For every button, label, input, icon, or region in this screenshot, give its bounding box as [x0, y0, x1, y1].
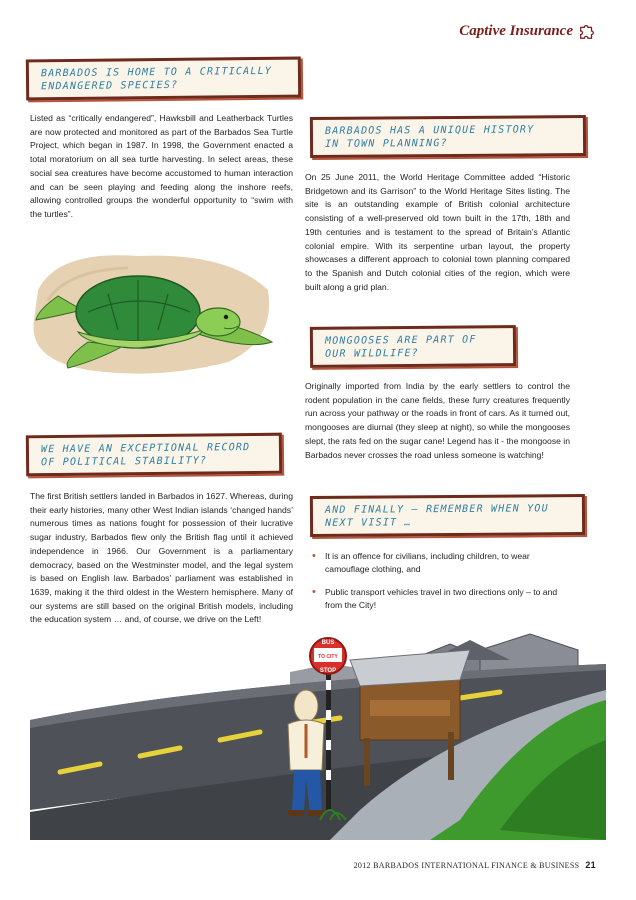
heading-turtles-line1: BARBADOS IS HOME TO A CRITICALLY — [40, 65, 273, 80]
heading-politics-line1: WE HAVE AN EXCEPTIONAL RECORD — [40, 441, 251, 456]
heading-planning — [310, 115, 586, 158]
heading-mongooses-line1: MONGOOSES ARE PART OF — [324, 334, 477, 347]
page-footer — [354, 860, 596, 870]
puzzle-piece-icon — [578, 22, 596, 40]
finally-bullet-list — [310, 550, 572, 622]
heading-turtles-line2: ENDANGERED SPECIES? — [41, 79, 179, 93]
heading-mongooses — [310, 325, 516, 368]
bus-stop-illustration — [30, 620, 606, 840]
heading-planning-line2: IN TOWN PLANNING? — [325, 138, 448, 150]
turtles-paragraph: Listed as “critically endangered”, Hawksbill and Leatherback Turtles are now protected and monitored as part of the Barbados Sea Turtle Project, which began in 1987. In 1998, the Government enacted a total moratorium on all sea turtle harvesting. In select areas, these social sea creatures have become accustomed to human interaction and can be seen playing and feeding along the inshore reefs, allowing controlled groups the wonderful opportunity to “swim with the turtles”. — [30, 113, 293, 219]
heading-mongooses-line2: OUR WILDLIFE? — [325, 347, 419, 360]
planning-paragraph: On 25 June 2011, the World Heritage Committee added “Historic Bridgetown and its Garrison” to the World Heritage Sites listing. The site is an outstanding example of British colonial architecture consisting of a well-preserved old town built in the 17th, 18th and 19th centuries and is testament to the spread of Britain’s Atlantic colonial empire. With its serpentine urban layout, the property showcases a different approach to colonial town planning compared to the Spanish and Dutch colonial cities of the region, which were built along a grid plan. — [305, 172, 570, 292]
politics-paragraph: The first British settlers landed in Barbados in 1627. Whereas, during their early histories, many other West Indian islands ‘changed hands’ numerous times as nations fought for possession of their lucrative sugar industry, Barbados flew only the British flag until it achieved independence in 1966. Our Government is a parliamentary democracy, based on the Westminster model, and the legal system is based on English law. Barbados’ parliament was established in 1639, making it the third oldest in the Western hemisphere. Many of our systems are still based on the original British models, including the education system … and, of course, we drive on the Left! — [30, 491, 293, 625]
footer-publication: 2012 BARBADOS INTERNATIONAL FINANCE & BUSINESS — [353, 861, 580, 870]
bus-sign-bottom: STOP — [319, 668, 337, 674]
page-number: 21 — [585, 860, 596, 870]
heading-planning-line1: BARBADOS HAS A UNIQUE HISTORY — [324, 124, 535, 137]
list-item: • Public transport vehicles travel in two directions only – to and from the City! — [310, 586, 572, 612]
heading-politics-line2: OF POLITICAL STABILITY? — [41, 455, 208, 469]
heading-turtles — [26, 57, 301, 101]
heading-finally-line1: AND FINALLY – REMEMBER WHEN YOU — [324, 503, 549, 516]
heading-finally — [310, 494, 585, 537]
bus-sign-top: BUS — [321, 640, 335, 646]
list-item: • It is an offence for civilians, including children, to wear camouflage clothing, and — [310, 550, 572, 576]
heading-finally-line2: NEXT VISIT … — [325, 517, 412, 529]
bus-sign-middle: TO CITY — [318, 654, 338, 660]
section-title: Captive Insurance — [459, 22, 573, 39]
sea-turtle-illustration — [28, 250, 276, 380]
heading-politics — [26, 433, 282, 477]
mongooses-paragraph: Originally imported from India by the early settlers to control the rodent population in the cane fields, these furry creatures frequently run across your pathway or the roads in front of cars. As it turned out, mongooses are diurnal (they sleep at night), so while the mongooses slept, the rats fed on the sugar cane! Legend has it - the mongoose in Barbados never crosses the road unless someone is watching! — [305, 381, 570, 460]
section-header — [459, 22, 596, 40]
